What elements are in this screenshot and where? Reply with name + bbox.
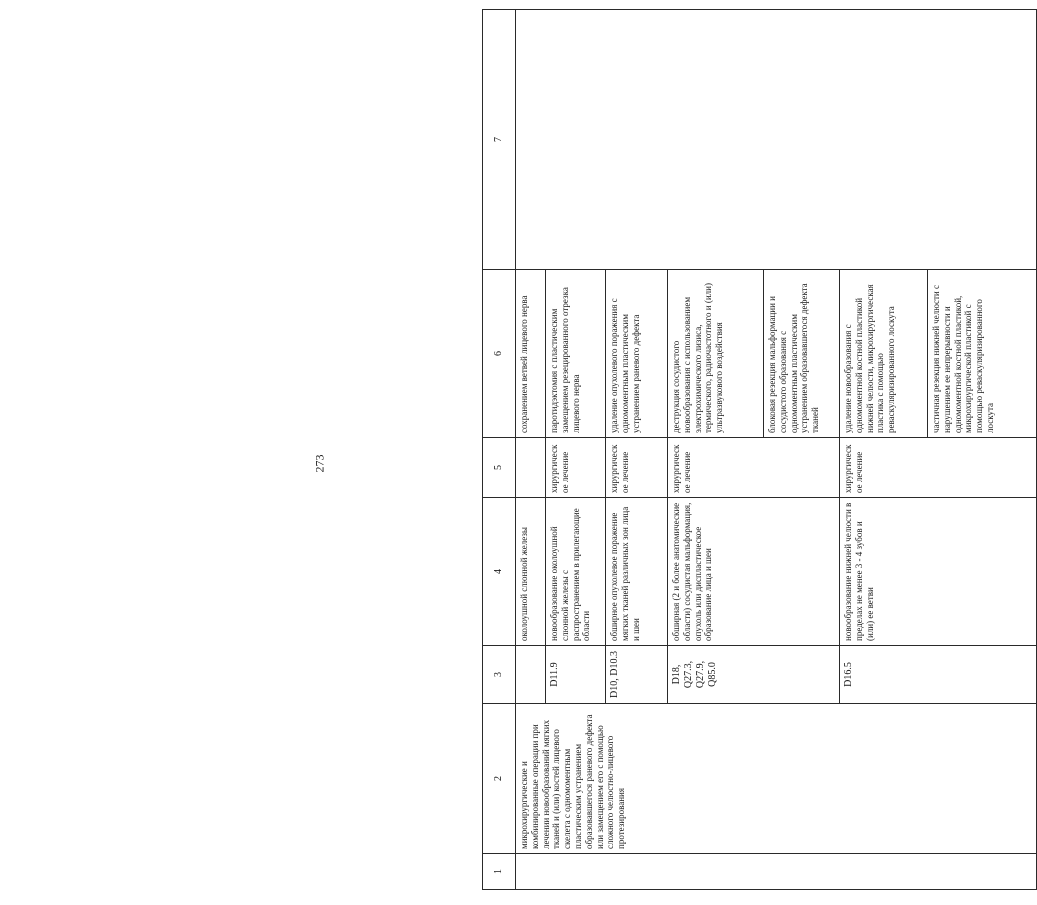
rotated-table-wrapper <box>482 10 1037 890</box>
column-number-1: 1 <box>483 854 516 890</box>
cell-treatment: хирургическое лечение <box>840 438 1037 498</box>
cell-treatment <box>516 438 546 498</box>
column-number-3: 3 <box>483 646 516 704</box>
cell-code: D18, Q27.3, Q27.9, Q85.0 <box>668 646 840 704</box>
cell-method: частичная резекция нижней челюсти с нарушением ее непрерывности и одномоментной костной пластикой, микрохирургической пластикой с помощью реваскуляризированного лоскута <box>928 270 1037 438</box>
page-number: 273 <box>312 454 327 473</box>
cell-method: паротидэктомия с пластическим замещением резецированного отрезка лицевого нерва <box>546 270 606 438</box>
cell-code: D16.5 <box>840 646 1037 704</box>
cell-method: удаление новообразования с одномоментной костной пластикой нижней челюсти, микрохирургическая пластика с помощью реваскуляризированного лоскута <box>840 270 928 438</box>
cell-treatment: хирургическое лечение <box>546 438 606 498</box>
table-row <box>516 10 546 890</box>
cell-code <box>516 646 546 704</box>
cell-code: D11.9 <box>546 646 606 704</box>
cell-method: удаление опухолевого поражения с одномоментным пластическим устранением раневого дефекта <box>606 270 668 438</box>
cell-method: блоковая резекция мальформации и сосудистого образования с одномоментным пластическим устранением образовавшегося дефекта тканей <box>764 270 840 438</box>
cell-model: новообразование околоушной слюнной железы с распространением в прилегающие области <box>546 498 606 646</box>
cell-method: деструкция сосудистого новообразования с использованием электрохимического лизиса, термического, радиочастотного и (или) ультразвукового воздействия <box>668 270 764 438</box>
cell-group-title: микрохирургические и комбинированные операции при лечении новообразований мягких тканей и (или) костей лицевого скелета с одномоментным пластическим устранением образовавшегося раневого дефекта или замещением его с помощью сложного челюстно-лицевого протезирования <box>516 704 1037 854</box>
cell-model: околоушной слюнной железы <box>516 498 546 646</box>
cell-treatment: хирургическое лечение <box>606 438 668 498</box>
column-number-4: 4 <box>483 498 516 646</box>
cell-code: D10, D10.3 <box>606 646 668 704</box>
cell-model: новообразование нижней челюсти в пределах не менее 3 - 4 зубов и (или) ее ветви <box>840 498 1037 646</box>
column-number-2: 2 <box>483 704 516 854</box>
column-number-5: 5 <box>483 438 516 498</box>
cell-model: обширная (2 и более анатомические области) сосудистая мальформация, опухоль или диспластическое образование лица и шеи <box>668 498 840 646</box>
header-row <box>483 10 516 890</box>
treatment-table <box>482 9 1037 890</box>
cell-column-7 <box>516 10 1037 270</box>
cell-index <box>516 854 1037 890</box>
cell-treatment: хирургическое лечение <box>668 438 840 498</box>
cell-method: сохранением ветвей лицевого нерва <box>516 270 546 438</box>
column-number-6: 6 <box>483 270 516 438</box>
cell-model: обширное опухолевое поражение мягких тканей различных зон лица и шеи <box>606 498 668 646</box>
column-number-7: 7 <box>483 10 516 270</box>
